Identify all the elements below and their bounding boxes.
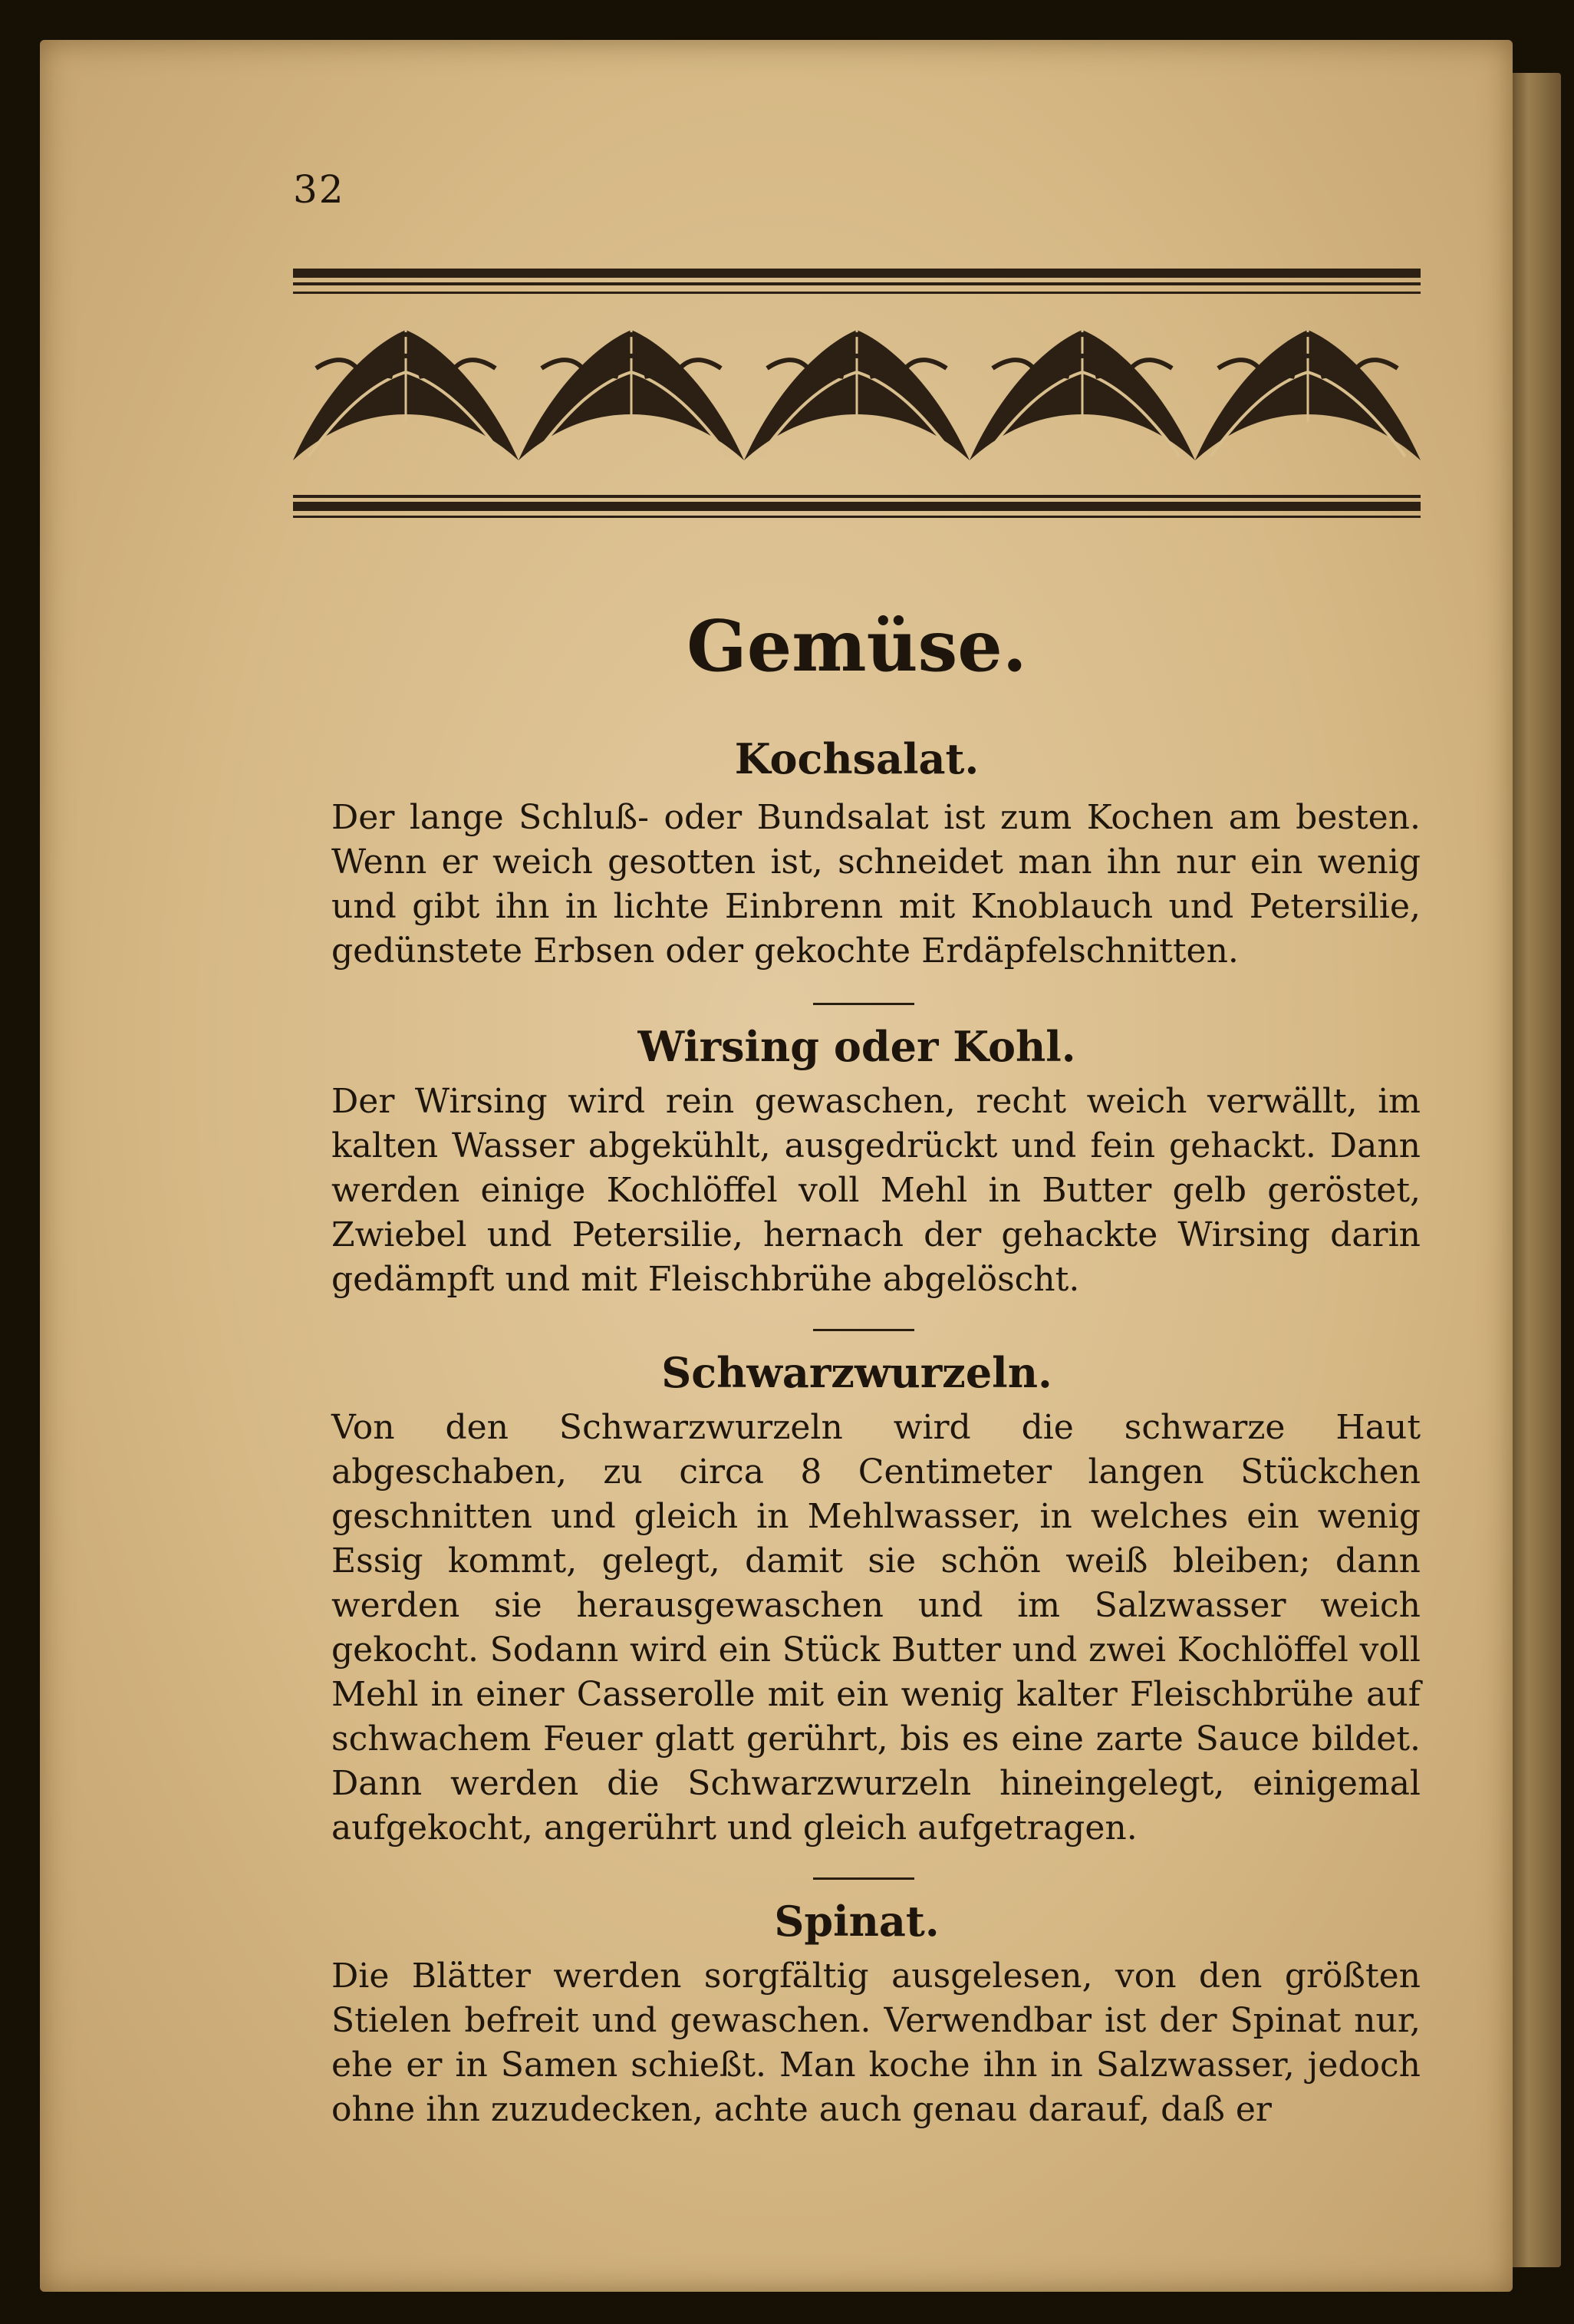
chapter-title: Gemüse.: [687, 605, 1027, 687]
section-text-wirsing: Der Wirsing wird rein gewaschen, recht weich verwällt, im kalten Wasser abgekühlt, ausgedrückt und fein gehackt. Dann werden einige Kochlöffel voll Mehl in Butter gelb geröstet, Zwiebel und Petersilie, hernach der gehackte Wirsing darin gedämpft und mit Fleischbrühe abgelöscht.: [331, 1082, 1421, 1299]
section-title-wirsing: Wirsing oder Kohl.: [637, 1022, 1076, 1071]
section-text-spinat: Die Blätter werden sorgfältig ausgelesen, von den größten Stielen befreit und gewaschen. Verwendbar ist der Spinat nur, ehe er in Samen schießt. Man koche ihn in Salzwasser, jedoch ohne ihn zuzudecken, achte auch genau darauf, daß er: [331, 1956, 1421, 2129]
page-number: 32: [293, 167, 345, 212]
section-divider: [813, 1877, 914, 1880]
adjacent-page-edge: [1507, 73, 1561, 2267]
section-text-kochsalat: Der lange Schluß- oder Bundsalat ist zum Kochen am besten. Wenn er weich gesotten ist, schneidet man ihn nur ein wenig und gibt ihn in lichte Einbrenn mit Knoblauch und Petersilie, gedünstete Erbsen oder gekochte Erdäpfelschnitten.: [331, 798, 1421, 971]
decorative-header-ornament: [293, 269, 1421, 522]
section-title-schwarzwurzeln: Schwarzwurzeln.: [661, 1348, 1052, 1397]
section-title-spinat: Spinat.: [774, 1897, 940, 1946]
section-title-kochsalat: Kochsalat.: [734, 734, 980, 783]
section-divider: [813, 1003, 914, 1005]
section-text-schwarzwurzeln: Von den Schwarzwurzeln wird die schwarze Haut abgeschaben, zu circa 8 Centimeter langen Stückchen geschnitten und gleich in Mehlwasser, in welches ein wenig Essig kommt, gelegt, damit sie schön weiß bleiben; dann werden sie herausgewaschen und im Salzwasser weich gekocht. Sodann wird ein Stück Butter und zwei Kochlöffel voll Mehl in einer Casserolle mit ein wenig kalter Fleischbrühe auf schwachem Feuer glatt gerührt, bis es eine zarte Sauce bildet. Dann werden die Schwarzwurzeln hineingelegt, einigemal aufgekocht, angerührt und gleich aufgetragen.: [331, 1408, 1421, 1848]
section-divider: [813, 1329, 914, 1331]
book-page: [40, 40, 1513, 2292]
